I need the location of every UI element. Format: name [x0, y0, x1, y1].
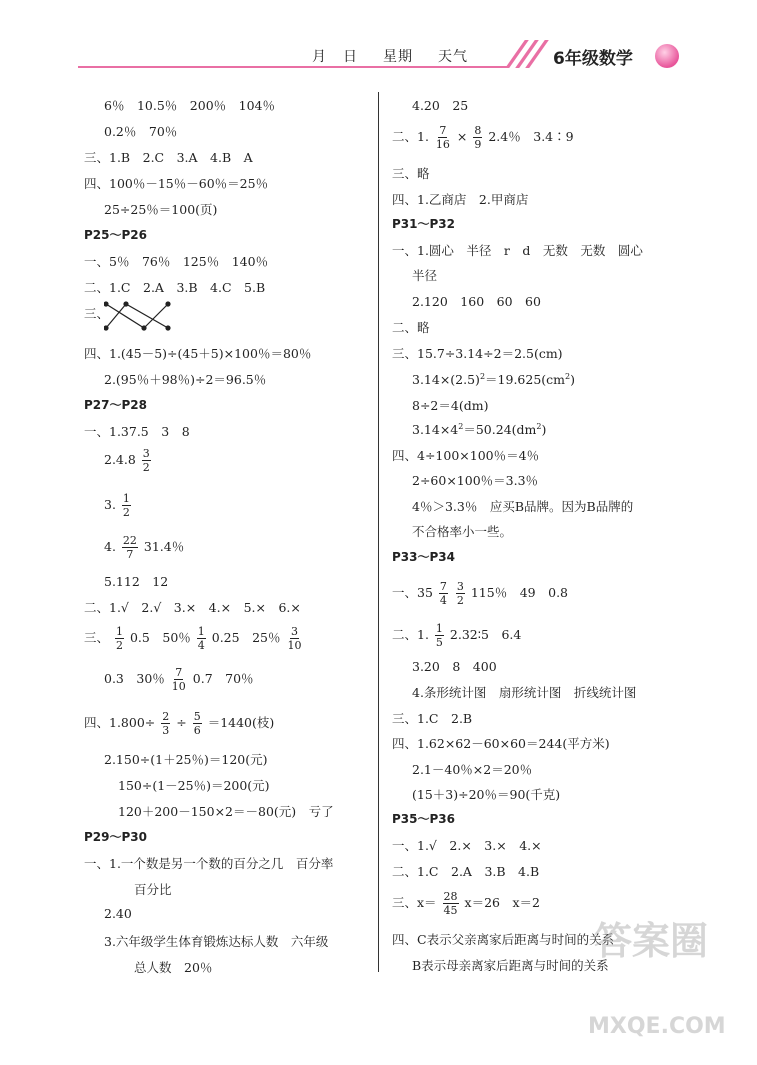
fraction-denominator: 4	[197, 639, 205, 652]
answer-line	[392, 124, 574, 151]
fraction	[122, 492, 131, 519]
fraction	[473, 124, 482, 151]
answer-line: B表示母亲离家后距离与时间的关系	[412, 958, 609, 973]
exponent: 2	[565, 371, 571, 381]
answer-line: (15＋3)÷20％＝90(千克)	[412, 787, 561, 802]
fraction	[435, 124, 451, 151]
fraction-numerator: 1	[435, 622, 443, 635]
fraction-denominator: 2	[116, 639, 123, 652]
answer-line	[412, 370, 575, 388]
answer-line	[84, 710, 274, 737]
fraction-numerator: 28	[443, 890, 458, 903]
answer-line: 总人数 20％	[134, 960, 213, 975]
matching-lines-diagram	[104, 300, 174, 332]
answer-line: 不合格率小一些。	[412, 524, 513, 539]
answer-line: 一、1.√ 2.× 3.× 4.×	[392, 838, 542, 853]
answer-line: 二、1.√ 2.√ 3.× 4.× 5.× 6.×	[84, 600, 301, 615]
fraction-denominator: 2	[142, 461, 150, 474]
fraction-numerator: 3	[456, 580, 464, 593]
fraction-numerator: 8	[474, 124, 482, 137]
answer-text: 二、1.	[392, 129, 429, 144]
answer-line: 百分比	[134, 882, 172, 897]
answer-line: 半径	[412, 268, 438, 283]
fraction-numerator: 7	[175, 666, 183, 679]
fraction	[122, 534, 138, 561]
answer-text: 115％ 49 0.8	[470, 585, 569, 600]
fraction-denominator: 45	[443, 904, 458, 917]
answer-line: 5.112 12	[104, 574, 169, 589]
answer-line: 四、1.(45－5)÷(45＋5)×100％＝80％	[84, 346, 312, 361]
answer-text: x＝26 x＝2	[464, 895, 540, 910]
fraction-denominator: 9	[474, 138, 482, 151]
answer-line: 8÷2＝4(dm)	[412, 398, 489, 413]
fraction-numerator: 5	[193, 710, 201, 723]
answer-line: 2.120 160 60 60	[412, 294, 541, 309]
answer-line: 6％ 10.5％ 200％ 104％	[104, 98, 276, 113]
fraction-numerator: 22	[122, 534, 137, 547]
watermark-url: MXQE.COM	[588, 1014, 726, 1039]
fraction-numerator: 1	[116, 625, 123, 638]
answer-line: 一、5％ 76％ 125％ 140％	[84, 254, 269, 269]
answer-line: 4％＞3.3％ 应买B品牌。因为B品牌的	[412, 499, 634, 514]
fraction-numerator: 3	[142, 447, 150, 460]
header-title: 6年级数学	[553, 49, 633, 69]
fraction	[115, 625, 124, 652]
answer-text: ÷	[176, 715, 187, 730]
fraction-denominator: 2	[122, 506, 130, 519]
answer-text: 3.14×4	[412, 422, 459, 437]
fraction-denominator: 16	[435, 138, 450, 151]
fraction-numerator: 7	[439, 580, 447, 593]
answer-text: ×	[456, 129, 468, 144]
fraction-numerator: 2	[162, 710, 170, 723]
fraction-numerator: 7	[439, 124, 447, 137]
fraction	[435, 622, 444, 649]
pink-dot-icon	[655, 44, 679, 68]
fraction-denominator: 10	[171, 680, 186, 693]
answer-line	[392, 580, 568, 607]
fraction-denominator: 4	[439, 594, 447, 607]
header-day: 日	[343, 49, 358, 65]
fraction	[161, 710, 170, 737]
exponent: 2	[458, 421, 464, 431]
answer-line: 3.20 8 400	[412, 659, 497, 674]
answer-line: 二、1.C 2.A 3.B 4.B	[392, 864, 540, 879]
header-month: 月	[312, 49, 327, 65]
answer-line: 120＋200－150×2＝－80(元) 亏了	[118, 804, 334, 819]
fraction	[286, 625, 302, 652]
answer-text: 一、35	[392, 585, 433, 600]
answer-text: 2.32∶5 6.4	[449, 627, 522, 642]
answer-line: 4.20 25	[412, 98, 469, 113]
answer-line: 3.六年级学生体育锻炼达标人数 六年级	[104, 934, 329, 949]
answer-line: 三、15.7÷3.14÷2＝2.5(cm)	[392, 346, 563, 361]
fraction-numerator: 1	[197, 625, 205, 638]
fraction	[443, 890, 459, 917]
answer-line: 四、1.62×62－60×60＝244(平方米)	[392, 736, 610, 751]
answer-line	[392, 890, 540, 917]
answer-line: 四、4÷100×100％＝4％	[392, 448, 540, 463]
section-heading: P29～P30	[84, 830, 147, 844]
watermark	[588, 910, 748, 1060]
answer-text: ＝19.625(cm	[485, 372, 566, 387]
answer-text: 3.14×(2.5)	[412, 372, 480, 387]
answer-line	[104, 534, 184, 561]
header-rule	[78, 66, 508, 68]
page-header	[0, 0, 757, 80]
answer-line	[84, 625, 304, 652]
answer-text: 2.4％ 3.4∶9	[488, 129, 574, 144]
header-weather: 天气	[438, 49, 468, 65]
answer-text: 二、1.	[392, 627, 429, 642]
exponent: 2	[536, 421, 542, 431]
answer-text: 四、1.800÷	[84, 715, 156, 730]
answer-line: 一、1.一个数是另一个数的百分之几 百分率	[84, 856, 334, 871]
answer-text: )	[570, 372, 575, 387]
answer-text: 三、x＝	[392, 895, 437, 910]
answer-line: 一、1.37.5 3 8	[84, 424, 190, 439]
answer-line	[392, 622, 521, 649]
answer-line: 四、100％－15％－60％＝25％	[84, 176, 269, 191]
answer-text: 4.	[104, 539, 116, 554]
answer-text: 3.	[104, 497, 116, 512]
fraction	[171, 666, 187, 693]
fraction-denominator: 7	[126, 548, 134, 561]
fraction	[456, 580, 465, 607]
fraction	[193, 710, 202, 737]
answer-line	[104, 666, 254, 693]
fraction	[142, 447, 151, 474]
answer-text: 三、	[84, 630, 110, 645]
answer-line: 2.1－40％×2＝20％	[412, 762, 533, 777]
answer-line: 一、1.圆心 半径 r d 无数 无数 圆心	[392, 243, 643, 258]
fraction-denominator: 3	[162, 724, 170, 737]
answer-line: 4.条形统计图 扇形统计图 折线统计图	[412, 685, 637, 700]
answer-line: 150÷(1－25％)＝200(元)	[118, 778, 270, 793]
answer-line: 25÷25％＝100(页)	[104, 202, 218, 217]
header-weekday: 星期	[383, 49, 413, 65]
fraction	[197, 625, 206, 652]
answer-line: 二、略	[392, 320, 430, 335]
fraction-denominator: 5	[435, 636, 443, 649]
answer-text: 2.4.8	[104, 452, 136, 467]
fraction-numerator: 3	[290, 625, 298, 638]
answer-line	[412, 420, 546, 438]
answer-line: 2.40	[104, 906, 132, 921]
answer-line: 二、1.C 2.A 3.B 4.C 5.B	[84, 280, 266, 295]
answer-line: 2.150÷(1＋25％)＝120(元)	[104, 752, 268, 767]
fraction-denominator: 10	[287, 639, 302, 652]
answer-line	[104, 447, 153, 474]
section-heading: P25～P26	[84, 228, 147, 242]
fraction	[439, 580, 448, 607]
section-heading: P35～P36	[392, 812, 455, 826]
answer-line: 四、1.乙商店 2.甲商店	[392, 192, 529, 207]
answer-line: 2.(95％＋98％)÷2＝96.5％	[104, 372, 267, 387]
answer-text: )	[541, 422, 547, 437]
exponent: 2	[479, 371, 486, 381]
answer-text: 0.25 25％	[211, 630, 281, 645]
fraction-numerator: 1	[122, 492, 130, 505]
section-heading: P31～P32	[392, 217, 455, 231]
answer-line: 三、1.C 2.B	[392, 711, 473, 726]
section-heading: P33～P34	[392, 550, 455, 564]
answer-text: ＝1440(枝)	[207, 715, 275, 730]
answer-line: 2÷60×100％＝3.3％	[412, 473, 539, 488]
fraction-denominator: 2	[456, 594, 464, 607]
answer-line: 0.2％ 70％	[104, 124, 178, 139]
section-heading: P27～P28	[84, 398, 147, 412]
answer-line: 四、C表示父亲离家后距离与时间的关系	[392, 932, 615, 947]
column-divider	[378, 92, 379, 972]
answer-text: 0.5 50％	[129, 630, 191, 645]
answer-line: 三、略	[392, 166, 430, 181]
answer-text: 31.4％	[143, 539, 185, 554]
answer-line: 三、1.B 2.C 3.A 4.B A	[84, 150, 253, 165]
answer-line: 三、	[84, 306, 110, 321]
answer-text: 0.7 70％	[192, 671, 254, 686]
answer-text: ＝50.24(dm	[463, 422, 537, 437]
watermark-logo-text: 答案圈	[594, 919, 709, 963]
fraction-denominator: 6	[193, 724, 201, 737]
answer-line	[104, 492, 133, 519]
answer-text: 0.3 30％	[104, 671, 165, 686]
